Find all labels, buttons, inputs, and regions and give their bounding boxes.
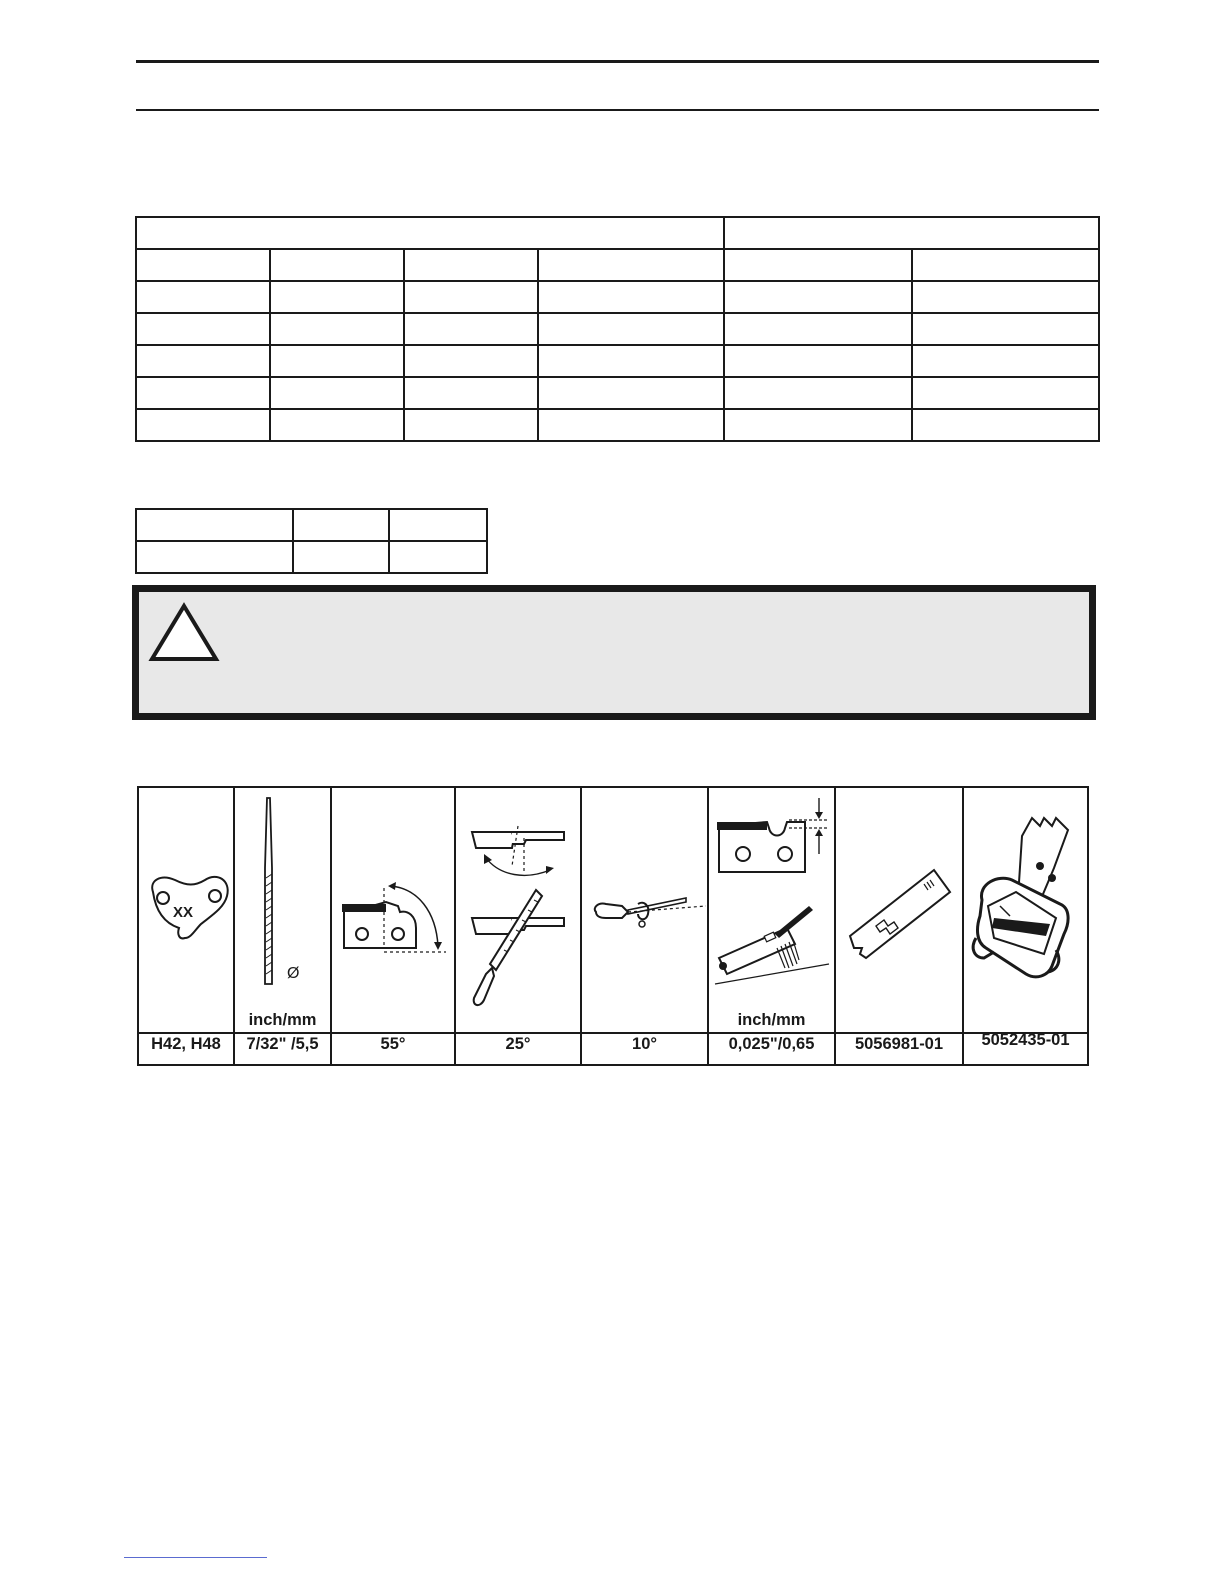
spec-col-filing-angle <box>456 788 582 1064</box>
table-cell <box>270 281 404 313</box>
warning-box <box>132 585 1096 720</box>
table-cell <box>724 409 912 441</box>
filing-angle-value: 25° <box>505 1035 531 1053</box>
table-cell <box>270 377 404 409</box>
footer-underline <box>124 1557 267 1558</box>
table-cell <box>724 377 912 409</box>
table-cell <box>136 345 270 377</box>
depth-gauge-tool-part-number: 5056981-01 <box>854 1035 944 1053</box>
table-cell <box>912 313 1099 345</box>
table-cell <box>270 249 404 281</box>
table-cell <box>404 345 538 377</box>
table-cell <box>293 509 389 541</box>
file-diameter-unit: inch/mm <box>248 1011 317 1029</box>
bar-chain-table <box>135 216 1100 442</box>
table-cell <box>538 281 724 313</box>
file-tilt-angle-value: 10° <box>632 1035 657 1053</box>
table-cell <box>136 377 270 409</box>
spec-col-top-plate-angle <box>332 788 456 1064</box>
table-row <box>136 313 1099 345</box>
table-cell <box>912 345 1099 377</box>
table-cell <box>389 509 487 541</box>
table-row <box>136 509 487 541</box>
table-row <box>136 409 1099 441</box>
table-cell <box>538 249 724 281</box>
table-cell <box>724 345 912 377</box>
table-cell <box>404 313 538 345</box>
table-cell <box>136 541 293 573</box>
table-cell <box>912 409 1099 441</box>
table-cell <box>912 249 1099 281</box>
table-cell <box>136 249 270 281</box>
table-cell <box>404 377 538 409</box>
table-cell <box>724 249 912 281</box>
depth-gauge-value: 0,025"/0,65 <box>728 1035 815 1053</box>
table-cell <box>538 313 724 345</box>
table-cell <box>293 541 389 573</box>
table-cell <box>538 409 724 441</box>
table-cell <box>136 281 270 313</box>
warning-triangle-icon <box>148 601 220 663</box>
table-cell <box>724 217 1099 249</box>
header-rule <box>136 109 1099 111</box>
table-cell <box>912 377 1099 409</box>
sharpening-spec-table <box>137 786 1089 1066</box>
table-cell <box>270 345 404 377</box>
table-row <box>136 345 1099 377</box>
spec-col-depth-gauge-tool <box>836 788 964 1064</box>
table-row <box>136 377 1099 409</box>
table-row <box>136 249 1099 281</box>
table-header-row <box>136 217 1099 249</box>
table-cell <box>404 249 538 281</box>
file-diameter-value: 7/32" /5,5 <box>246 1035 319 1053</box>
chain-drive-link-icon <box>139 788 235 1032</box>
small-table <box>135 508 488 574</box>
table-cell <box>136 313 270 345</box>
spec-col-depth-gauge <box>709 788 836 1064</box>
spec-col-file-holder-gauge <box>964 788 1087 1064</box>
spec-col-file-tilt-angle <box>582 788 709 1064</box>
table-cell <box>136 509 293 541</box>
spec-col-file-diameter <box>235 788 332 1064</box>
file-holder-gauge-part-number: 5052435-01 <box>981 1031 1070 1049</box>
table-cell <box>724 313 912 345</box>
table-cell <box>136 409 270 441</box>
table-cell <box>538 377 724 409</box>
top-plate-angle-value: 55° <box>380 1035 406 1053</box>
drive-link-label: XX <box>172 904 194 921</box>
depth-gauge-setting-icon <box>709 788 836 1010</box>
table-cell <box>538 345 724 377</box>
depth-gauge-unit: inch/mm <box>737 1011 806 1029</box>
spec-col-drive-link <box>139 788 235 1064</box>
diameter-symbol: Ø <box>287 965 300 982</box>
table-cell <box>270 409 404 441</box>
table-cell <box>404 281 538 313</box>
table-row <box>136 281 1099 313</box>
table-cell <box>404 409 538 441</box>
round-file-icon <box>235 788 332 1010</box>
depth-gauge-tool-icon <box>836 788 964 1032</box>
filing-angle-icon <box>456 788 582 1032</box>
table-cell <box>136 217 724 249</box>
top-rule <box>136 60 1099 63</box>
chain-type-value: H42, H48 <box>151 1035 221 1053</box>
table-row <box>136 541 487 573</box>
table-cell <box>724 281 912 313</box>
table-cell <box>270 313 404 345</box>
file-holder-gauge-icon <box>964 788 1087 1032</box>
table-cell <box>912 281 1099 313</box>
top-plate-angle-icon <box>332 788 456 1032</box>
table-cell <box>389 541 487 573</box>
file-tilt-angle-icon <box>582 788 709 1032</box>
